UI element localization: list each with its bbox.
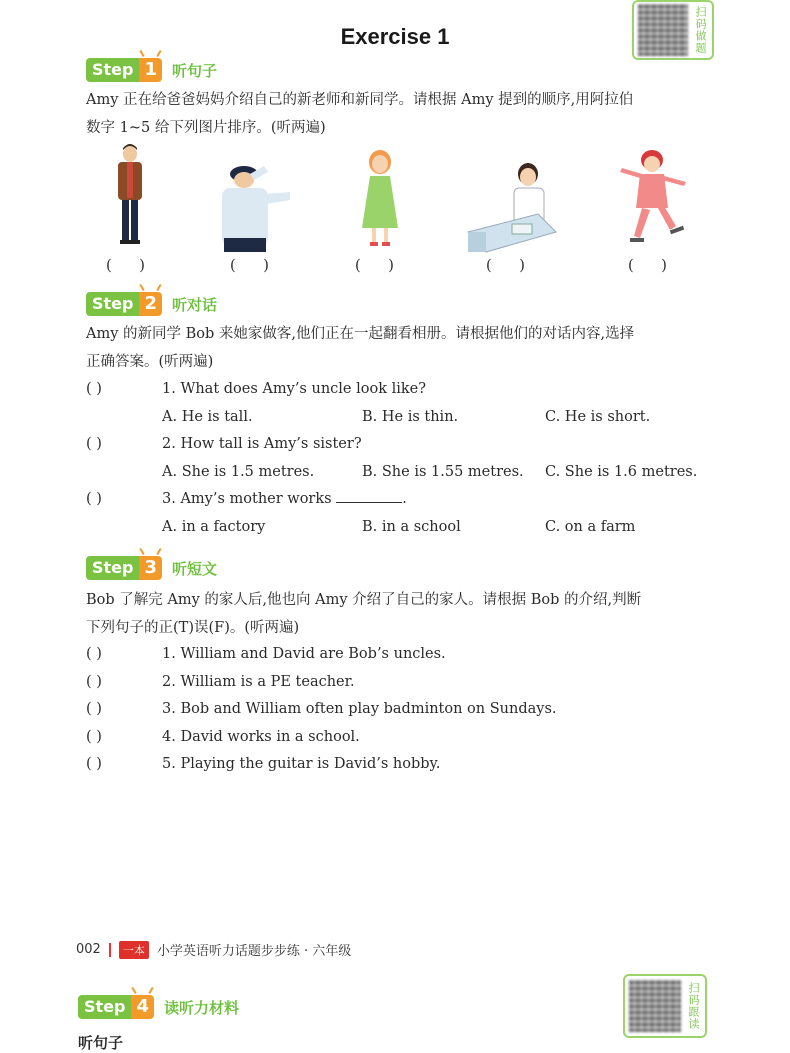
step3-instruction	[86, 586, 726, 642]
step1-instruction	[86, 86, 726, 142]
answer-blank[interactable]: ( )	[86, 381, 102, 397]
qr-code-top[interactable]	[632, 0, 714, 60]
publisher-logo: 一本	[119, 941, 149, 959]
step3-statement-1	[86, 642, 446, 666]
step3-statement-2	[86, 670, 355, 694]
page-footer	[76, 940, 351, 959]
statement-text: 3. Bob and William often play badminton on Sundays.	[162, 701, 557, 717]
step2-label: 听对话	[172, 295, 218, 314]
option-a: A. She is 1.5 metres.	[162, 464, 315, 480]
man-in-brown-jacket-icon	[118, 144, 142, 244]
footer-divider	[109, 943, 111, 957]
step1-number: 1	[139, 58, 162, 82]
step3-number: 3	[139, 556, 162, 580]
fill-in-blank[interactable]	[336, 488, 402, 503]
figure4-answer[interactable]: ( )	[486, 258, 525, 274]
question-text: 2. How tall is Amy’s sister?	[162, 436, 362, 452]
step4-header	[78, 995, 239, 1019]
qr-top-label: 扫码做题	[694, 6, 707, 54]
answer-blank[interactable]: ( )	[86, 701, 102, 717]
police-officer-saluting-icon	[222, 166, 290, 252]
qr-code-icon	[638, 4, 688, 56]
figure1-answer[interactable]: ( )	[106, 258, 145, 274]
option-b: B. He is thin.	[362, 409, 459, 425]
statement-text: 2. William is a PE teacher.	[162, 674, 355, 690]
step2-question-1	[86, 377, 426, 401]
step3-label: 听短文	[172, 559, 218, 578]
figure2-answer[interactable]: ( )	[230, 258, 269, 274]
step3-statement-3	[86, 697, 557, 721]
page-number: 002	[76, 942, 101, 957]
step2-question-3	[86, 487, 407, 511]
step1-figures	[100, 144, 700, 254]
answer-blank[interactable]: ( )	[86, 491, 102, 507]
option-a: A. in a factory	[162, 519, 266, 535]
qr-bottom-label: 扫码跟读	[687, 982, 700, 1030]
statement-text: 5. Playing the guitar is David’s hobby.	[162, 756, 441, 772]
qr-code-bottom[interactable]	[623, 974, 707, 1038]
girl-ice-skating-icon	[620, 150, 686, 242]
step2-instruction-line1: Amy 的新同学 Bob 来她家做客,他们正在一起翻看相册。请根据他们的对话内容,选择	[86, 326, 635, 342]
statement-text: 4. David works in a school.	[162, 729, 360, 745]
step3-header	[86, 556, 217, 580]
answer-blank[interactable]: ( )	[86, 729, 102, 745]
step3-statement-4	[86, 725, 360, 749]
figure3-answer[interactable]: ( )	[355, 258, 394, 274]
step2-badge: Step	[86, 292, 139, 316]
step2-number: 2	[139, 292, 162, 316]
girl-in-green-dress-icon	[362, 150, 398, 246]
step3-instruction-line2: 下列句子的正(T)误(F)。(听两遍)	[86, 620, 300, 636]
option-b: B. in a school	[362, 519, 461, 535]
answer-blank[interactable]: ( )	[86, 646, 102, 662]
answer-blank[interactable]: ( )	[86, 674, 102, 690]
question-text-end: .	[402, 491, 407, 507]
step1-badge: Step	[86, 58, 139, 82]
step3-badge: Step	[86, 556, 139, 580]
step2-instruction-line2: 正确答案。(听两遍)	[86, 354, 214, 370]
statement-text: 1. William and David are Bob’s uncles.	[162, 646, 446, 662]
option-c: C. on a farm	[545, 519, 636, 535]
doctor-at-desk-icon	[468, 163, 556, 252]
step4-subheading: 听句子	[78, 1034, 124, 1052]
option-a: A. He is tall.	[162, 409, 253, 425]
option-b: B. She is 1.55 metres.	[362, 464, 524, 480]
step1-instruction-line2: 数字 1~5 给下列图片排序。(听两遍)	[86, 120, 326, 136]
step2-question-2	[86, 432, 362, 456]
figure5-answer[interactable]: ( )	[628, 258, 667, 274]
step4-number: 4	[131, 995, 154, 1019]
question-text: 3. Amy’s mother works	[162, 491, 337, 507]
step2-header	[86, 292, 217, 316]
step3-instruction-line1: Bob 了解完 Amy 的家人后,他也向 Amy 介绍了自己的家人。请根据 Bob 的介绍,判断	[86, 592, 642, 608]
option-c: C. He is short.	[545, 409, 651, 425]
step1-label: 听句子	[172, 61, 218, 80]
step2-instruction	[86, 320, 726, 376]
qr-code-icon	[629, 980, 681, 1032]
book-title: 小学英语听力话题步步练 · 六年级	[156, 944, 352, 959]
page-title: Exercise 1	[340, 24, 450, 49]
question-text: 1. What does Amy’s uncle look like?	[162, 381, 427, 397]
step3-statement-5	[86, 752, 440, 776]
answer-blank[interactable]: ( )	[86, 436, 102, 452]
step1-instruction-line1: Amy 正在给爸爸妈妈介绍自己的新老师和新同学。请根据 Amy 提到的顺序,用阿拉伯	[86, 92, 634, 108]
step1-header	[86, 58, 217, 82]
option-c: C. She is 1.6 metres.	[545, 464, 698, 480]
step4-badge: Step	[78, 995, 131, 1019]
answer-blank[interactable]: ( )	[86, 756, 102, 772]
step4-label: 读听力材料	[164, 998, 240, 1017]
